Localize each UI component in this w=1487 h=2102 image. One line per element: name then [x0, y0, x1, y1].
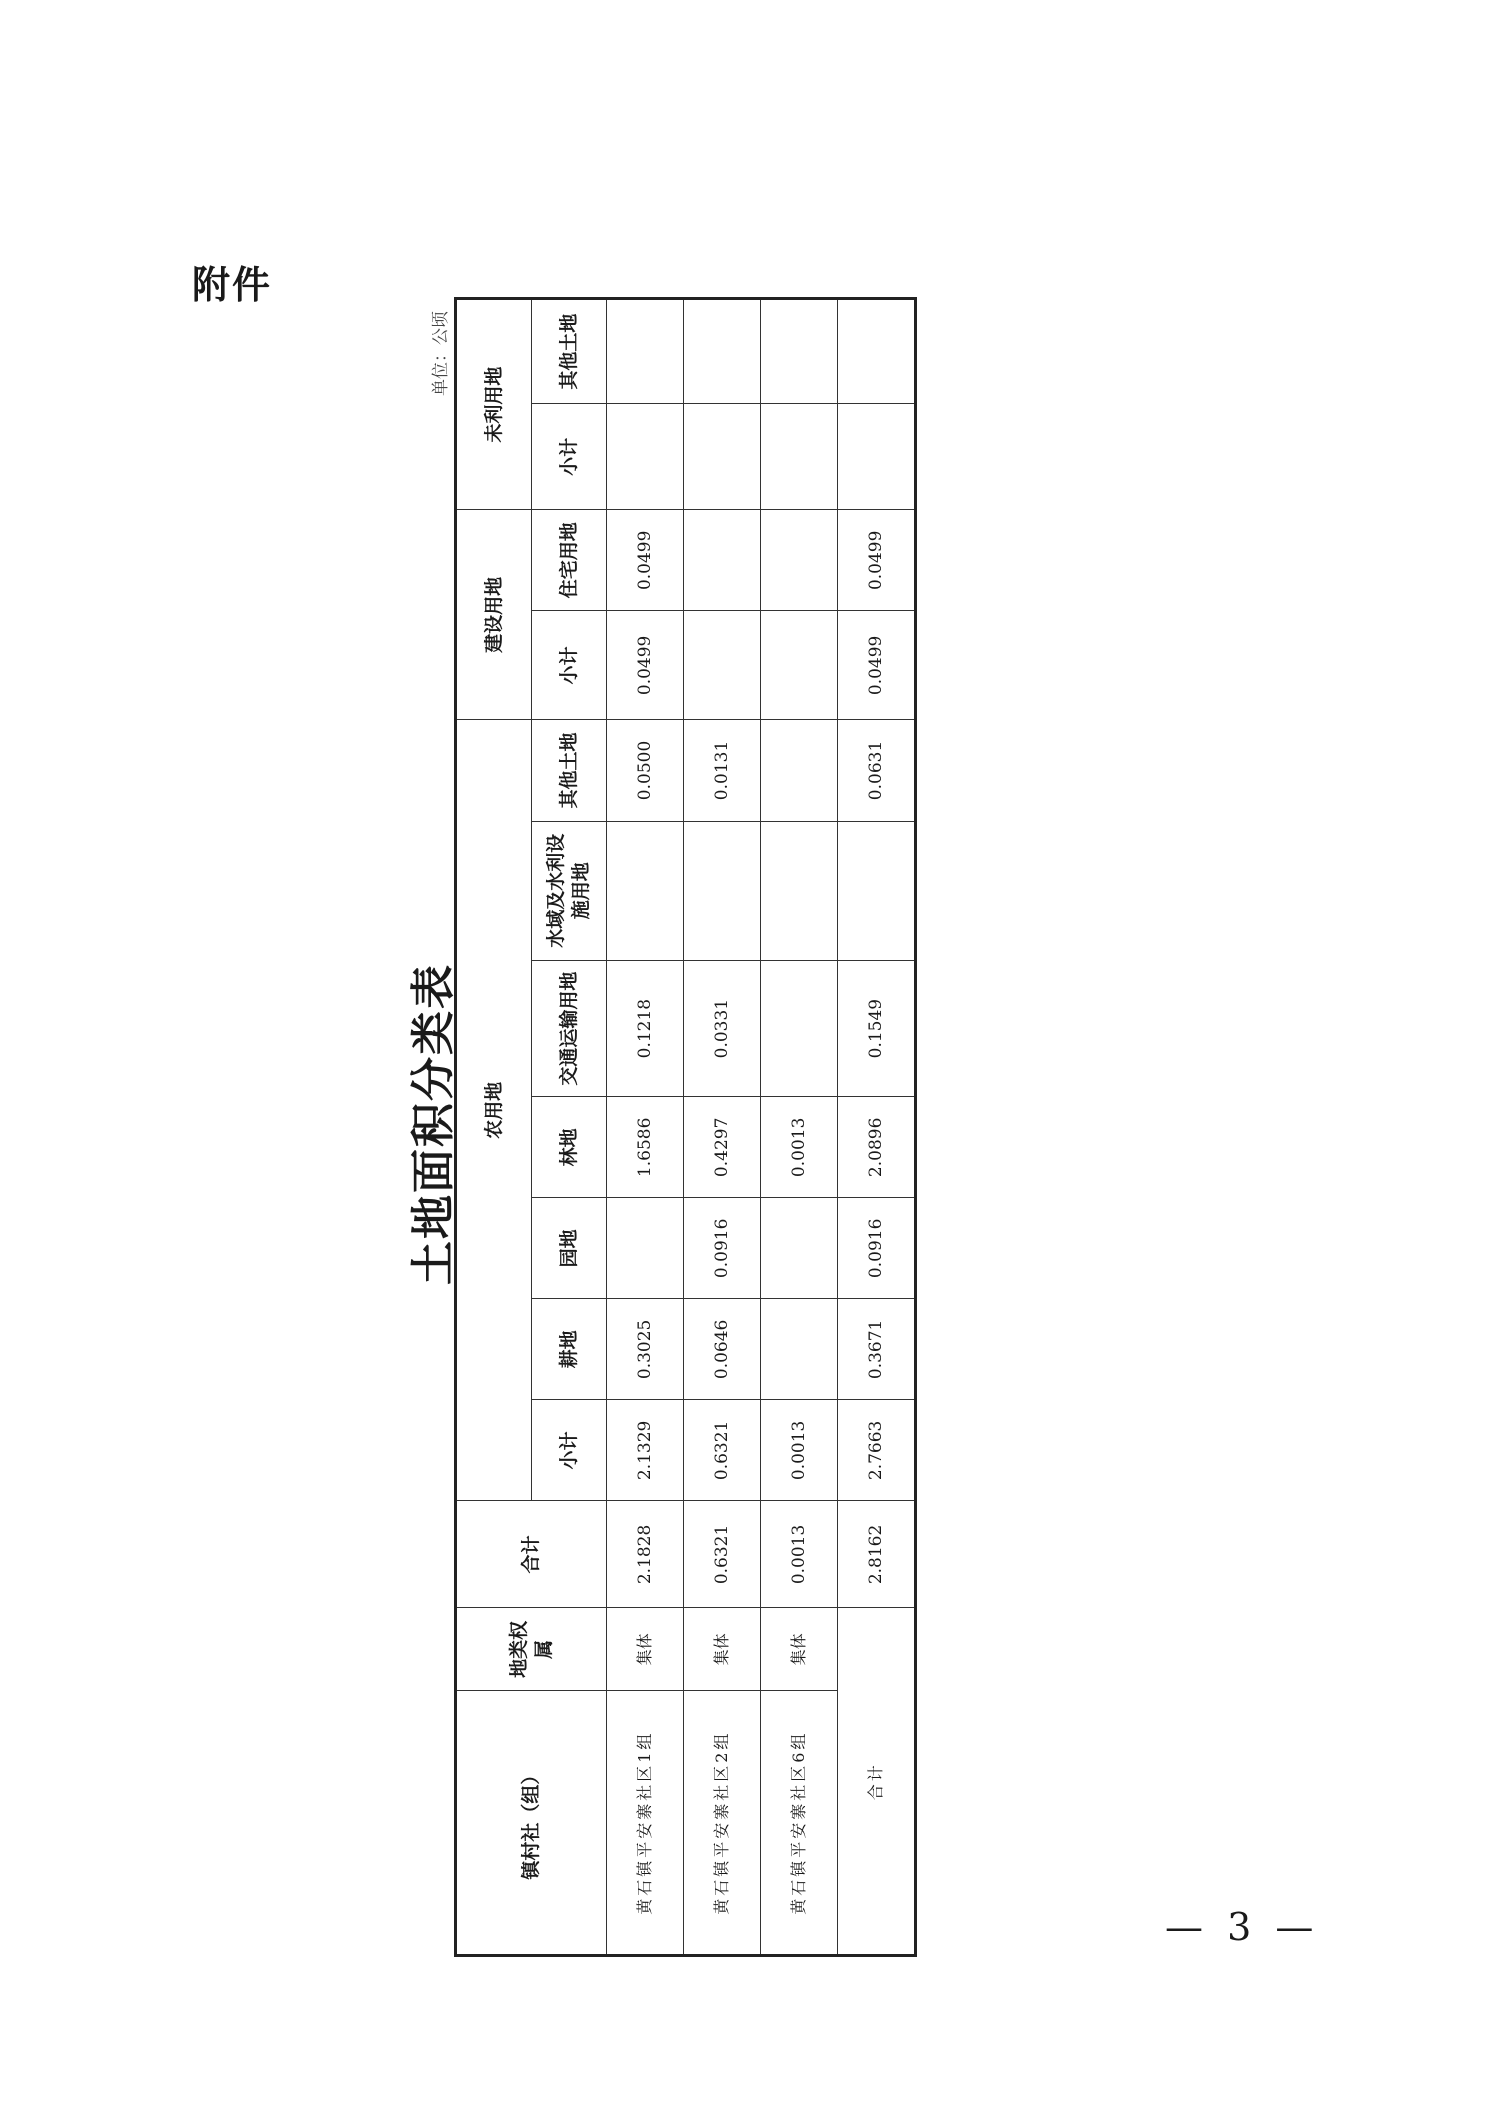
col-agri-other: 其他土地: [532, 720, 607, 821]
land-area-table: [454, 297, 917, 1957]
cell-water: [684, 821, 761, 960]
cell-agri-subtotal: 2.1329: [607, 1400, 684, 1501]
cell-transport: 0.0331: [684, 960, 761, 1096]
cell-garden: [761, 1198, 838, 1299]
totals-row: [838, 299, 916, 1956]
cell-ownership: 集体: [607, 1608, 684, 1691]
header-row-1: [456, 299, 532, 1956]
cell-ownership: 集体: [761, 1608, 838, 1691]
col-agri-subtotal: 小计: [532, 1400, 607, 1501]
cell-transport: 0.1218: [607, 960, 684, 1096]
cell-village: 黄石镇平安寨社区6组: [761, 1691, 838, 1956]
cell-village: 黄石镇平安寨社区1组: [607, 1691, 684, 1956]
document-title: 土地面积分类表: [408, 963, 459, 1285]
cell-con-subtotal: 0.0499: [607, 611, 684, 720]
col-group-unused: 未利用地: [456, 299, 532, 510]
col-total: 合计: [456, 1501, 607, 1608]
col-con-subtotal: 小计: [532, 611, 607, 720]
col-unused-other: 其他土地: [532, 299, 607, 404]
cell-total: 2.1828: [607, 1501, 684, 1608]
unit-label: 单位：公顷: [431, 311, 451, 396]
cell-water: [607, 821, 684, 960]
cell-water: [761, 821, 838, 960]
table-row: [761, 299, 838, 1956]
col-unused-subtotal: 小计: [532, 404, 607, 510]
cell-total: 0.6321: [684, 1501, 761, 1608]
cell-transport: 0.1549: [838, 960, 916, 1096]
cell-cultivated: 0.3671: [838, 1299, 916, 1400]
cell-forest: 0.0013: [761, 1097, 838, 1198]
cell-transport: [761, 960, 838, 1096]
cell-forest: 0.4297: [684, 1097, 761, 1198]
cell-residential: 0.0499: [607, 510, 684, 611]
cell-agri-other: 0.0131: [684, 720, 761, 821]
cell-agri-subtotal: 0.0013: [761, 1400, 838, 1501]
page-number: — 3 —: [1165, 1905, 1320, 1949]
cell-cultivated: 0.0646: [684, 1299, 761, 1400]
cell-forest: 2.0896: [838, 1097, 916, 1198]
table-row: [684, 299, 761, 1956]
cell-agri-other: [761, 720, 838, 821]
col-group-agri: 农用地: [456, 720, 532, 1501]
attachment-label: 附件: [192, 263, 273, 307]
col-ownership: 地类权属: [456, 1608, 607, 1691]
cell-unused-subtotal: [838, 404, 916, 510]
cell-agri-other: 0.0500: [607, 720, 684, 821]
cell-con-subtotal: 0.0499: [838, 611, 916, 720]
cell-total: 2.8162: [838, 1501, 916, 1608]
cell-agri-subtotal: 0.6321: [684, 1400, 761, 1501]
cell-cultivated: 0.3025: [607, 1299, 684, 1400]
cell-total: 0.0013: [761, 1501, 838, 1608]
cell-unused-other: [607, 299, 684, 404]
cell-water: [838, 821, 916, 960]
cell-forest: 1.6586: [607, 1097, 684, 1198]
rotated-table-block: [404, 291, 1487, 1957]
col-water: 水域及水利设施用地: [532, 821, 607, 960]
col-village: 镇村社（组）: [456, 1691, 607, 1956]
cell-unused-other: [761, 299, 838, 404]
cell-unused-subtotal: [684, 404, 761, 510]
cell-residential: [761, 510, 838, 611]
cell-unused-subtotal: [607, 404, 684, 510]
col-transport: 交通运输用地: [532, 960, 607, 1096]
cell-cultivated: [761, 1299, 838, 1400]
table-row: [607, 299, 684, 1956]
cell-unused-other: [838, 299, 916, 404]
cell-garden: 0.0916: [838, 1198, 916, 1299]
col-garden: 园地: [532, 1198, 607, 1299]
cell-residential: [684, 510, 761, 611]
cell-unused-other: [684, 299, 761, 404]
col-cultivated: 耕地: [532, 1299, 607, 1400]
cell-agri-subtotal: 2.7663: [838, 1400, 916, 1501]
cell-garden: 0.0916: [684, 1198, 761, 1299]
col-residential: 住宅用地: [532, 510, 607, 611]
cell-con-subtotal: [761, 611, 838, 720]
col-forest: 林地: [532, 1097, 607, 1198]
cell-garden: [607, 1198, 684, 1299]
cell-village: 黄石镇平安寨社区2组: [684, 1691, 761, 1956]
cell-totals-label: 合计: [838, 1608, 916, 1956]
cell-agri-other: 0.0631: [838, 720, 916, 821]
cell-residential: 0.0499: [838, 510, 916, 611]
col-group-construction: 建设用地: [456, 510, 532, 720]
cell-con-subtotal: [684, 611, 761, 720]
cell-ownership: 集体: [684, 1608, 761, 1691]
cell-unused-subtotal: [761, 404, 838, 510]
